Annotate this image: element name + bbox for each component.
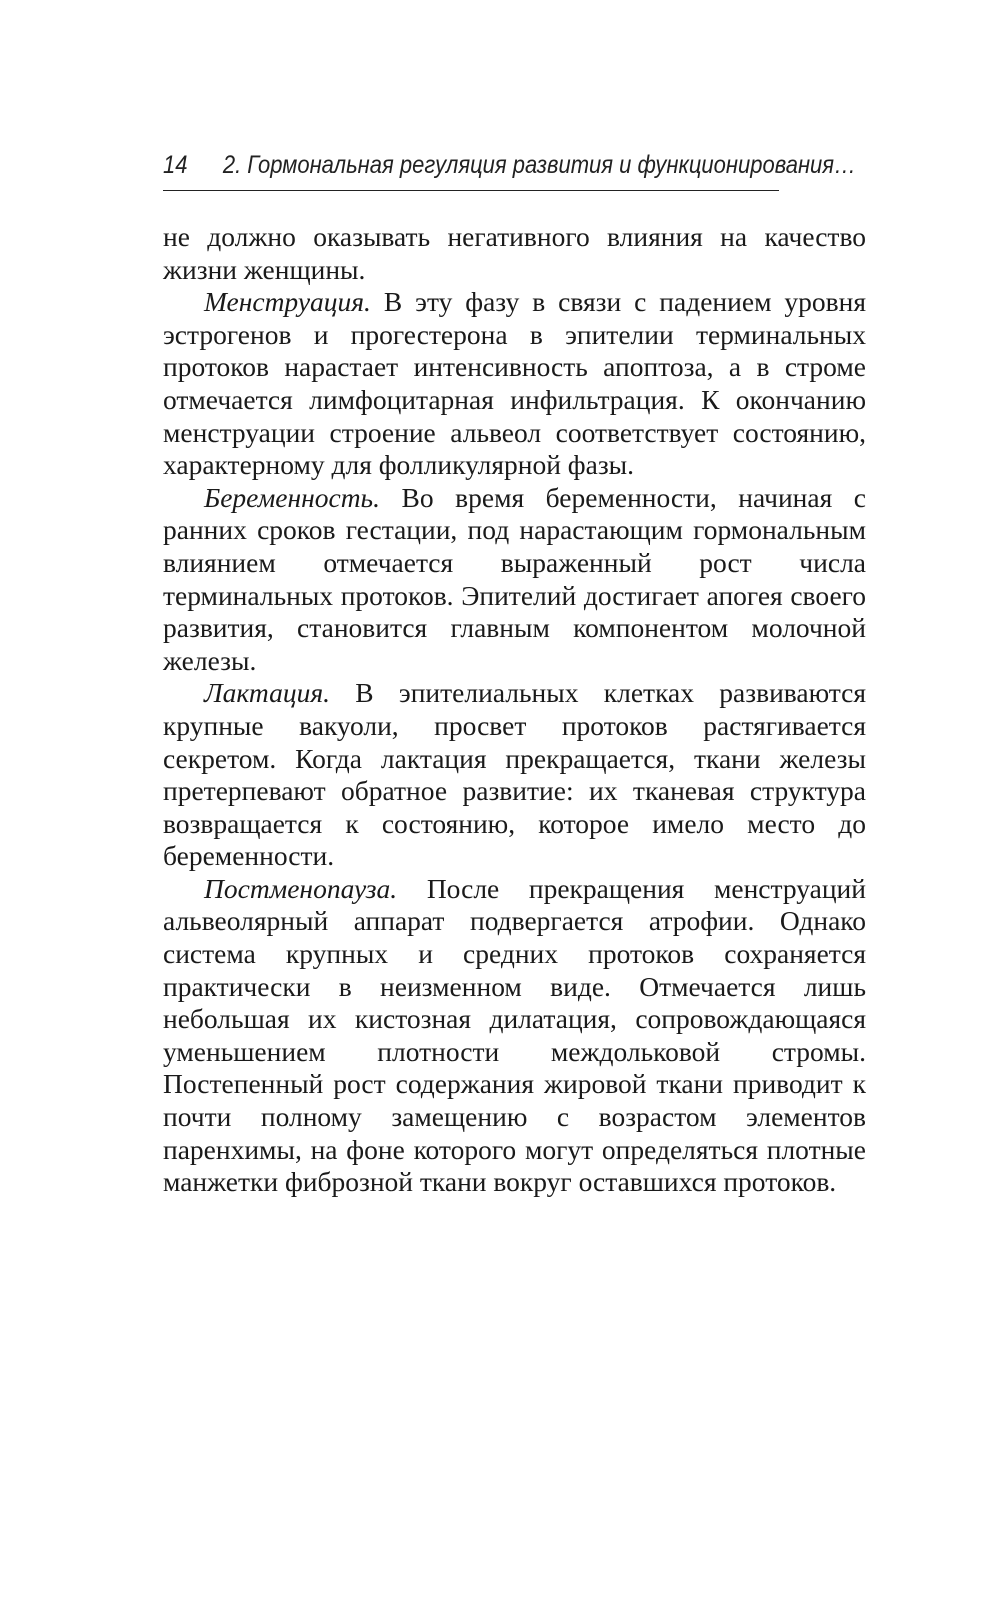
paragraph-text: В эту фазу в связи с падением уровня эстрогенов и прогестерона в эпителии терминальных протоков нарастает интенсивность апоптоза, а в строме отмечается лимфоцитарная инфильтрация. К окончанию менструации строение альвеол соответствует состоянию, характерному для фолликулярной фазы. <box>163 286 866 481</box>
term-menstruation: Менструация. <box>204 286 371 318</box>
term-lactation: Лактация. <box>204 677 330 709</box>
page-header <box>163 148 857 191</box>
paragraph-text: не должно оказывать негативного влияния на качество жизни женщины. <box>163 221 866 285</box>
paragraph-pregnancy <box>163 482 866 678</box>
term-pregnancy: Беременность. <box>204 481 380 513</box>
running-title: 2. Гормональная регуляция развития и функционирования… <box>222 151 857 179</box>
page-number: 14 <box>163 151 188 179</box>
paragraph-menstruation <box>163 286 866 482</box>
paragraph-text: После прекращения менструаций альвеолярный аппарат подвергается атрофии. Однако система крупных и средних протоков сохраняется практически в неизменном виде. Отмечается лишь небольшая их кистозная дилатация, сопровождающаяся уменьшением плотности междольковой стромы. Постепенный рост содержания жировой ткани приводит к почти полному замещению с возрастом элементов паренхимы, на фоне которого могут определяться плотные манжетки фиброзной ткани вокруг оставшихся протоков. <box>163 872 866 1198</box>
body-text <box>163 221 866 1199</box>
paragraph-continuation <box>163 221 866 286</box>
term-postmenopause: Постменопауза. <box>204 872 398 904</box>
paragraph-lactation <box>163 677 866 873</box>
paragraph-text: В эпителиальных клетках развиваются крупные вакуоли, просвет протоков растягивается секретом. Когда лактация прекращается, ткани железы претерпевают обратное развитие: их тканевая структура возвращается к состоянию, которое имело место до беременности. <box>163 677 866 872</box>
paragraph-text: Во время беременности, начиная с ранних сроков гестации, под нарастающим гормональным влиянием отмечается выраженный рост числа терминальных протоков. Эпителий достигает апогея своего развития, становится главным компонентом молочной железы. <box>163 481 866 676</box>
paragraph-postmenopause <box>163 873 866 1199</box>
